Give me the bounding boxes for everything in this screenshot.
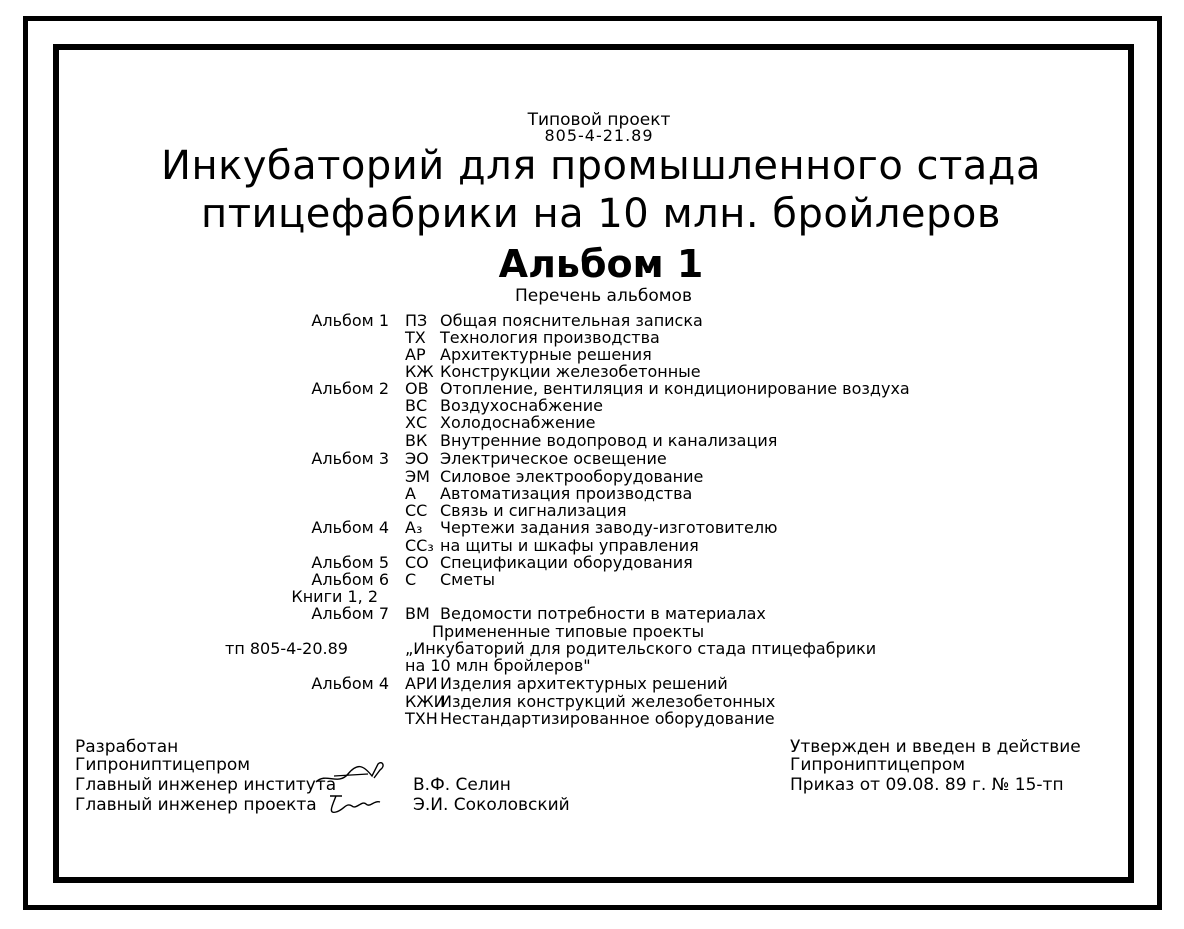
section-code: СО (405, 553, 429, 572)
album-number: Альбом 7 (311, 604, 389, 623)
section-text: Электрическое освещение (440, 449, 667, 468)
developed-label: Разработан (75, 737, 179, 757)
document-title-line2: птицефабрики на 10 млн. бройлеров (201, 191, 1001, 237)
list-item (0, 450, 1184, 467)
section-code: ЭМ (405, 467, 430, 486)
section-text: Архитектурные решения (440, 345, 652, 364)
chief-engineer-institute-label: Главный инженер института (75, 775, 337, 795)
section-text: Внутренние водопровод и канализация (440, 431, 778, 450)
list-item (0, 432, 1184, 449)
list-item (0, 605, 1184, 622)
section-text: на щиты и шкафы управления (440, 536, 699, 555)
section-text: Связь и сигнализация (440, 501, 627, 520)
list-item (0, 312, 1184, 329)
section-code: ОВ (405, 379, 429, 398)
section-code: А₃ (405, 518, 423, 537)
section-text: Силовое электрооборудование (440, 467, 704, 486)
section-text: Спецификации оборудования (440, 553, 693, 572)
section-code: АРИ (405, 674, 438, 693)
list-item (0, 468, 1184, 485)
chief-engineer-project-label: Главный инженер проекта (75, 795, 317, 815)
typical-project-reference: тп 805-4-20.89 (225, 639, 348, 658)
list-item (0, 675, 1184, 692)
chief-engineer-project-name: Э.И. Соколовский (413, 795, 570, 815)
list-item (0, 640, 1184, 657)
typical-project-name-line2: на 10 млн бройлеров" (405, 656, 591, 675)
list-item (0, 380, 1184, 397)
album-heading: Альбом 1 (498, 242, 704, 286)
section-text: Сметы (440, 570, 496, 589)
section-text: Холодоснабжение (440, 413, 596, 432)
project-label: Типовой проект (527, 110, 671, 130)
album-number: Альбом 6 (311, 570, 389, 589)
section-code: ТХН (405, 709, 438, 728)
album-number: Книги 1, 2 (291, 587, 378, 606)
album-number: Альбом 4 (311, 518, 389, 537)
list-item (0, 519, 1184, 536)
section-text: Общая пояснительная записка (440, 311, 703, 330)
album-number: Альбом 2 (311, 379, 389, 398)
section-text: Изделия конструкций железобетонных (440, 692, 776, 711)
list-item (0, 693, 1184, 710)
section-text: Технология производства (440, 328, 660, 347)
signature-institute-engineer (312, 756, 392, 790)
album-number: Альбом 4 (311, 674, 389, 693)
chief-engineer-institute-name: В.Ф. Селин (413, 775, 511, 795)
list-item (0, 414, 1184, 431)
list-item (0, 588, 1184, 605)
document-title-line1: Инкубаторий для промышленного стада (161, 143, 1041, 189)
album-number: Альбом 3 (311, 449, 389, 468)
section-code: ВМ (405, 604, 430, 623)
album-number: Альбом 5 (311, 553, 389, 572)
section-code: ПЗ (405, 311, 428, 330)
list-item (0, 554, 1184, 571)
section-code: А (405, 484, 416, 503)
section-code: КЖ (405, 362, 434, 381)
approved-label: Утвержден и введен в действие (790, 737, 1081, 757)
section-text: Отопление, вентиляция и кондиционирование воздуха (440, 379, 910, 398)
applied-projects-title: Примененные типовые проекты (432, 622, 705, 641)
section-code: ТХ (405, 328, 426, 347)
list-item (0, 363, 1184, 380)
developer-org: Гипрониптицепром (75, 755, 251, 775)
album-list-title: Перечень альбомов (515, 286, 692, 306)
typical-project-name-line1: „Инкубаторий для родительского стада птицефабрики (405, 639, 877, 658)
section-text: Автоматизация производства (440, 484, 693, 503)
section-code: СС (405, 501, 428, 520)
list-item (0, 571, 1184, 588)
section-code: С (405, 570, 417, 589)
section-text: Изделия архитектурных решений (440, 674, 728, 693)
album-number: Альбом 1 (311, 311, 389, 330)
section-text: Нестандартизированное оборудование (440, 709, 775, 728)
section-code: КЖИ (405, 692, 446, 711)
approved-org: Гипрониптицепром (790, 755, 966, 775)
list-item (0, 710, 1184, 727)
section-code: ВС (405, 396, 428, 415)
list-item (0, 657, 1184, 674)
section-text: Воздухоснабжение (440, 396, 603, 415)
section-code: АР (405, 345, 426, 364)
section-text: Чертежи задания заводу-изготовителю (440, 518, 778, 537)
section-code: ЭО (405, 449, 429, 468)
section-text: Ведомости потребности в материалах (440, 604, 766, 623)
list-item (0, 346, 1184, 363)
section-code: ХС (405, 413, 428, 432)
list-item (0, 485, 1184, 502)
section-code: СС₃ (405, 536, 434, 555)
list-item (0, 329, 1184, 346)
order-text: Приказ от 09.08. 89 г. № 15-тп (790, 775, 1064, 795)
section-code: ВК (405, 431, 428, 450)
list-item (0, 502, 1184, 519)
signature-project-engineer (324, 790, 386, 820)
list-item (0, 537, 1184, 554)
list-item (0, 397, 1184, 414)
section-text: Конструкции железобетонные (440, 362, 701, 381)
project-number: 805-4-21.89 (544, 126, 654, 145)
